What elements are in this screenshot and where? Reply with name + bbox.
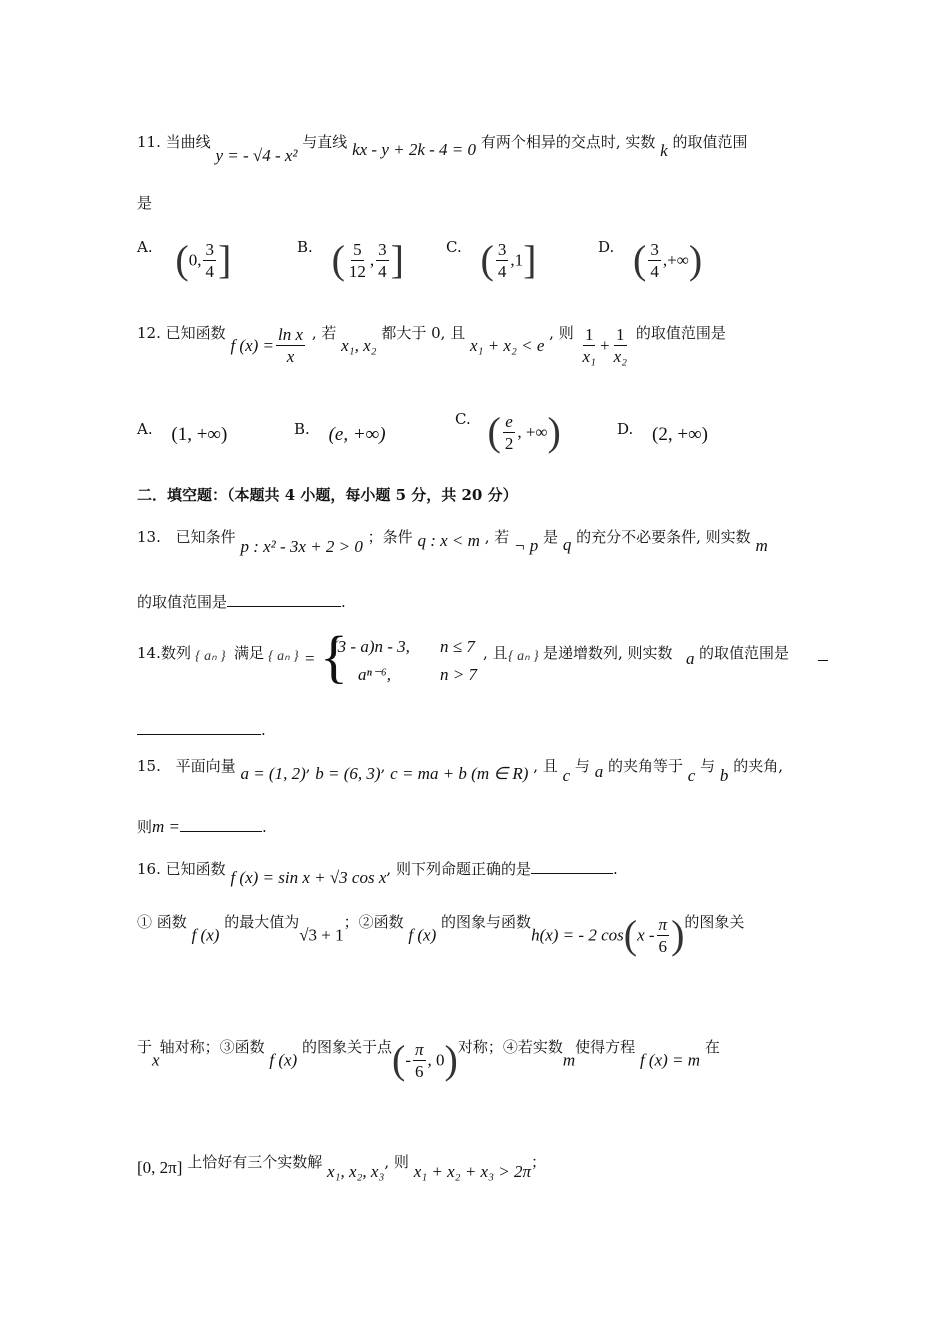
q15-line2: 则m = . [137, 817, 267, 836]
q11-option-c[interactable]: C. ( $\frac{3}{4}$ ,1] [446, 237, 537, 282]
q11-option-a[interactable]: A. (0, $\frac{3}{4}$ ] [137, 237, 232, 282]
q12-number: 12. [137, 324, 161, 342]
q14-line2: . [137, 720, 266, 738]
q15-line1: 15. 平面向量 a = (1, 2), b = (6, 3), c = ma + b (m ∈ R) , 且 c 与 a 的夹角等于 c 与 b 的夹角, [137, 757, 783, 785]
q11-number: 11. [137, 133, 161, 151]
q13-line1: 13. 已知条件 p : x² - 3x + 2 > 0 ；条件 q : x < m , 若 ¬ p 是 q 的充分不必要条件, 则实数 m [137, 528, 768, 556]
q16-answer-blank[interactable] [531, 859, 613, 874]
q16-line2: ① 函数 f (x) 的最大值为√3 + 1；②函数 f (x) 的图象与函数h(x) = - 2 cos(x - $\frac{\pi}{6}$ )的图象关 [137, 912, 745, 957]
q11-curve: y = - √4 - x² [215, 146, 298, 165]
q12-option-a[interactable]: A. (1, +∞) [137, 420, 228, 445]
q11-line-equation: kx - y + 2k - 4 = 0 [352, 140, 477, 159]
section-heading: 二．填空题：（本题共 4 小题，每小题 5 分，共 20 分） [137, 486, 518, 504]
q15-number: 15. [137, 757, 161, 775]
q13-line2: 的取值范围是 . [137, 593, 346, 611]
q12-option-b[interactable]: B. (e, +∞) [294, 420, 386, 445]
q15-answer-blank[interactable] [180, 817, 262, 832]
q14-answer-blank[interactable] [137, 720, 261, 735]
q11-option-b[interactable]: B. ( $\frac{5}{12}$ , $\frac{3}{4}$ ] [297, 237, 404, 282]
q12-option-c[interactable]: C. ( $\frac{e}{2}$ , +∞) [455, 409, 561, 454]
q12-option-d[interactable]: D. (2, +∞) [617, 420, 708, 445]
q16-line4: [0, 2π] 上恰好有三个实数解 x₁, x₂, x₃, 则 x₁ + x₂ + x₃ > 2π； [137, 1153, 547, 1181]
q11-line1: 11. 当曲线 y = - √4 - x² 与直线 kx - y + 2k - 4 = 0 有两个相异的交点时, 实数 k 的取值范围 [137, 133, 748, 165]
q14-number: 14. [137, 644, 161, 662]
q12-line: 12. 已知函数 f (x) = $\frac{\text{ln x}}{x}$ , 若 x₁, x₂ 都大于 0, 且 x₁ + x₂ < e , 则 $\frac{1}{\text{x₁}}$ + $\frac{1}{\text{x₂}}$ 的取值范围是 [137, 324, 726, 366]
q16-line3: 于x轴对称；③函数 f (x) 的图象关于点(- $\frac{\pi}{6}$ , 0)对称；④若实数m使得方程 f (x) = m 在 [137, 1037, 720, 1082]
q13-answer-blank[interactable] [227, 592, 341, 607]
q13-number: 13. [137, 528, 161, 546]
q11-option-d[interactable]: D. ( $\frac{3}{4}$ ,+∞) [598, 237, 703, 282]
q16-number: 16. [137, 860, 161, 878]
q16-line1: 16. 已知函数 f (x) = sin x + √3 cos x, 则下列命题正确的是 . [137, 860, 618, 887]
